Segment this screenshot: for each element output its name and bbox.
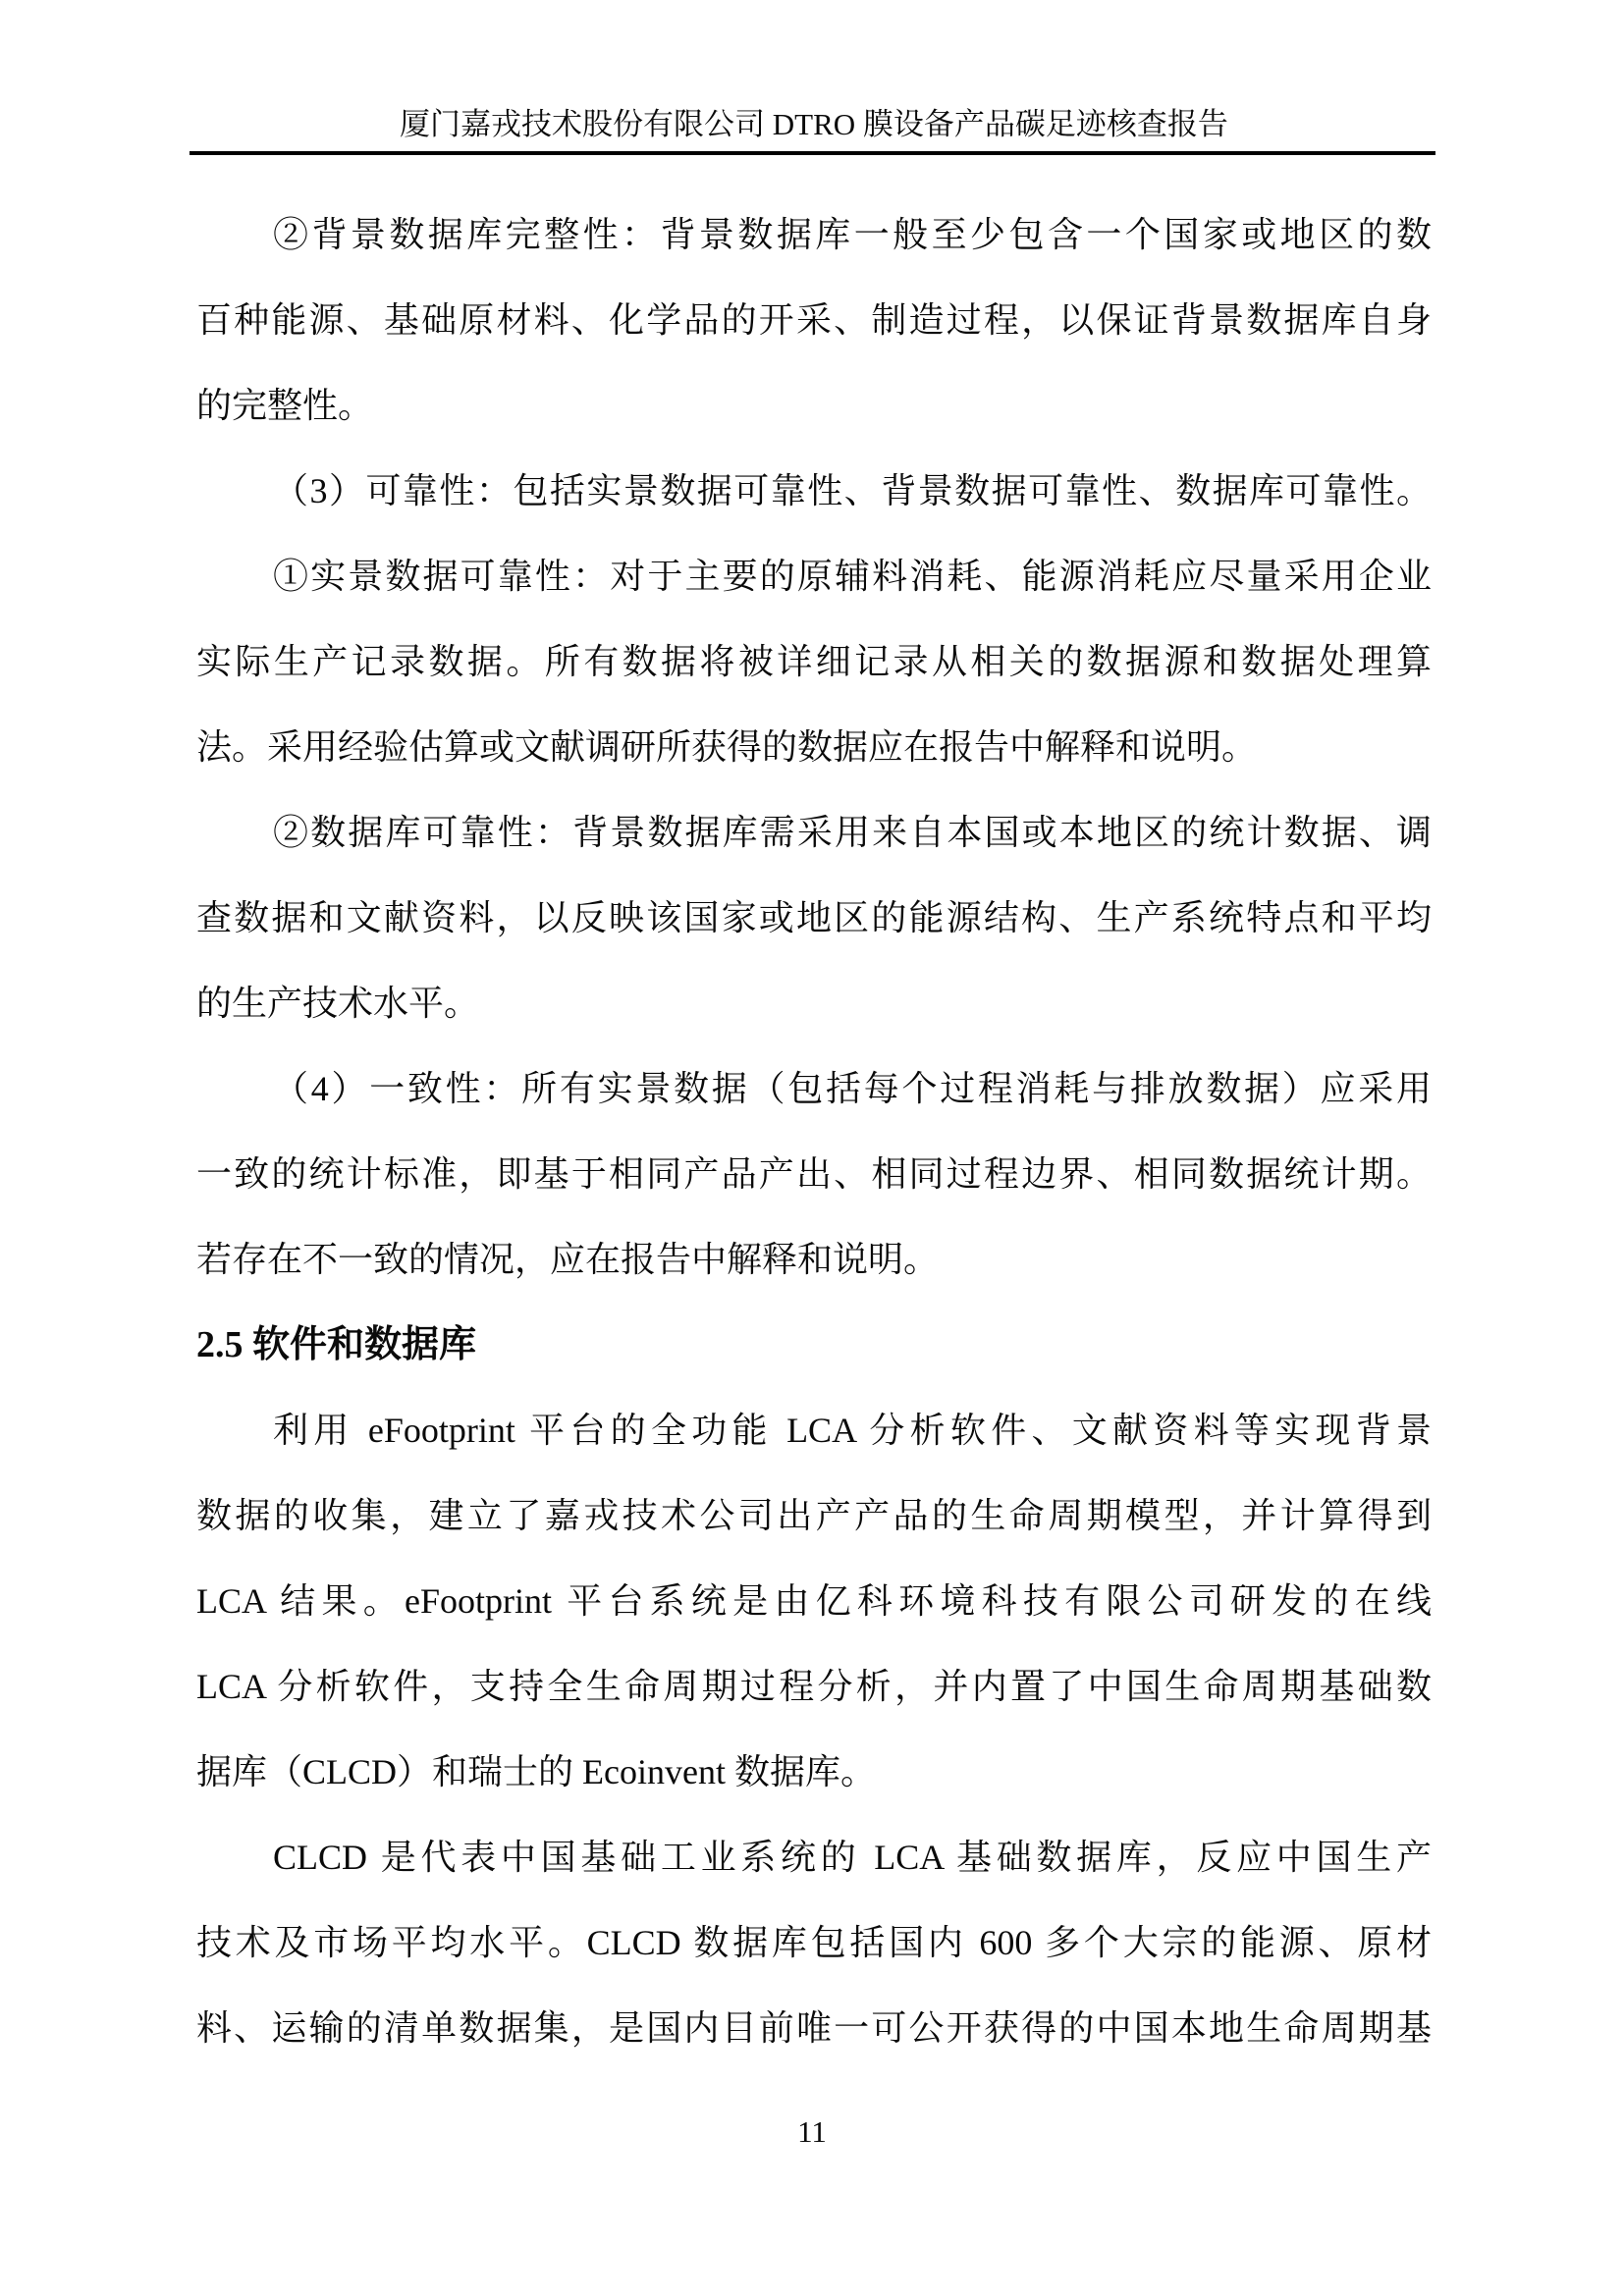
body-line: 查数据和文献资料，以反映该国家或地区的能源结构、生产系统特点和平均: [196, 898, 1432, 937]
header-rule: [189, 151, 1435, 155]
body-line: 的生产技术水平。: [196, 984, 480, 1023]
body-line: 法。采用经验估算或文献调研所获得的数据应在报告中解释和说明。: [196, 727, 1258, 767]
body-line: 的完整性。: [196, 386, 374, 425]
page-header-title: 厦门嘉戎技术股份有限公司 DTRO 膜设备产品碳足迹核查报告: [400, 107, 1228, 141]
body-line: 利用 eFootprint 平台的全功能 LCA 分析软件、文献资料等实现背景: [273, 1411, 1432, 1450]
page-number: 11: [797, 2114, 827, 2149]
body-line: ②背景数据库完整性：背景数据库一般至少包含一个国家或地区的数: [273, 215, 1432, 254]
body-line: 实际生产记录数据。所有数据将被详细记录从相关的数据源和数据处理算: [196, 642, 1432, 681]
document-body: [196, 192, 1432, 2071]
body-line: 若存在不一致的情况，应在报告中解释和说明。: [196, 1240, 940, 1279]
body-line: 据库（CLCD）和瑞士的 Ecoinvent 数据库。: [196, 1752, 876, 1791]
body-line: 料、运输的清单数据集，是国内目前唯一可公开获得的中国本地生命周期基: [196, 2008, 1432, 2048]
body-line: ①实景数据可靠性：对于主要的原辅料消耗、能源消耗应尽量采用企业: [273, 557, 1432, 596]
body-line: （4）一致性：所有实景数据（包括每个过程消耗与排放数据）应采用: [273, 1069, 1432, 1108]
body-line: CLCD 是代表中国基础工业系统的 LCA 基础数据库，反应中国生产: [273, 1838, 1432, 1877]
body-line: LCA 分析软件，支持全生命周期过程分析，并内置了中国生命周期基础数: [196, 1667, 1432, 1706]
body-line: 数据的收集，建立了嘉戎技术公司出产产品的生命周期模型，并计算得到: [196, 1496, 1432, 1535]
body-line: 一致的统计标准，即基于相同产品产出、相同过程边界、相同数据统计期。: [196, 1154, 1432, 1194]
body-line: 技术及市场平均水平。CLCD 数据库包括国内 600 多个大宗的能源、原材: [196, 1923, 1432, 1962]
body-line: 百种能源、基础原材料、化学品的开采、制造过程，以保证背景数据库自身: [196, 300, 1432, 340]
body-line: （3）可靠性：包括实景数据可靠性、背景数据可靠性、数据库可靠性。: [273, 471, 1432, 510]
body-line: ②数据库可靠性：背景数据库需采用来自本国或本地区的统计数据、调: [273, 813, 1432, 852]
section-heading: 2.5 软件和数据库: [196, 1324, 477, 1365]
body-line: LCA 结果。eFootprint 平台系统是由亿科环境科技有限公司研发的在线: [196, 1581, 1432, 1621]
